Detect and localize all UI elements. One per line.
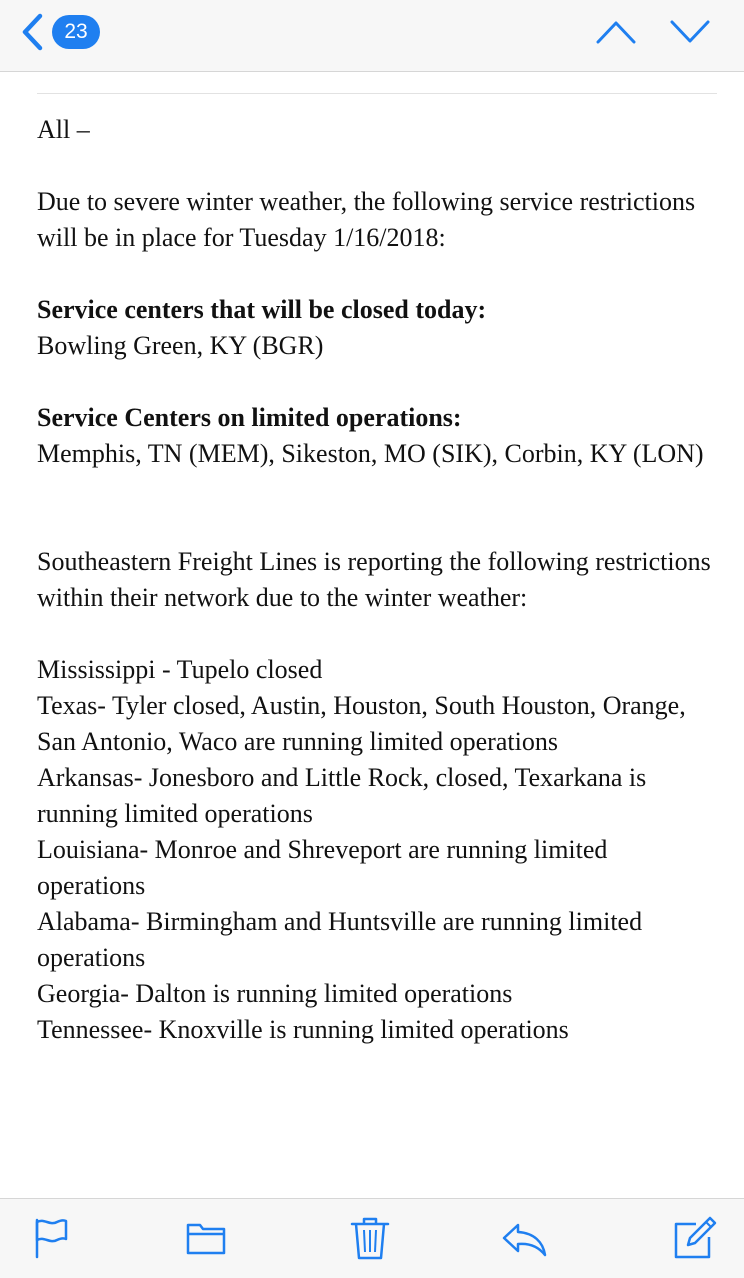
flag-button[interactable] [30, 1215, 74, 1261]
sefl-intro-paragraph: Southeastern Freight Lines is reporting the following restrictions within their network due to the winter weather: [37, 547, 711, 612]
restrictions-list [37, 652, 717, 1048]
restriction-item: Mississippi - Tupelo closed [37, 655, 323, 684]
chevron-up-icon [594, 12, 638, 52]
folder-icon [184, 1215, 228, 1261]
trash-button[interactable] [348, 1215, 392, 1261]
compose-button[interactable] [672, 1215, 716, 1261]
restriction-item: Louisiana- Monroe and Shreveport are running limited operations [37, 835, 608, 900]
restriction-item: Texas- Tyler closed, Austin, Houston, South Houston, Orange, San Antonio, Waco are running limited operations [37, 691, 686, 756]
greeting: All – [37, 115, 90, 144]
restriction-item: Tennessee- Knoxville is running limited operations [37, 1015, 569, 1044]
limited-list: Memphis, TN (MEM), Sikeston, MO (SIK), Corbin, KY (LON) [37, 439, 704, 468]
next-message-button[interactable] [668, 12, 712, 52]
unread-count-badge: 23 [52, 15, 100, 49]
chevron-down-icon [668, 12, 712, 52]
navigation-bar [0, 0, 744, 72]
trash-icon [348, 1215, 392, 1261]
limited-heading: Service Centers on limited operations: [37, 403, 462, 432]
closed-list: Bowling Green, KY (BGR) [37, 331, 324, 360]
restriction-item: Georgia- Dalton is running limited operations [37, 979, 513, 1008]
intro-paragraph: Due to severe winter weather, the following service restrictions will be in place for Tuesday 1/16/2018: [37, 187, 696, 252]
move-to-folder-button[interactable] [184, 1215, 228, 1261]
previous-message-button[interactable] [594, 12, 638, 52]
closed-section [37, 292, 717, 364]
closed-heading: Service centers that will be closed today: [37, 295, 487, 324]
reply-button[interactable] [500, 1215, 544, 1261]
reply-icon [500, 1215, 548, 1261]
restriction-item: Alabama- Birmingham and Huntsville are running limited operations [37, 907, 643, 972]
compose-icon [672, 1215, 718, 1261]
limited-section [37, 400, 717, 472]
bottom-toolbar [0, 1198, 744, 1278]
restriction-item: Arkansas- Jonesboro and Little Rock, closed, Texarkana is running limited operations [37, 763, 647, 828]
back-button[interactable] [18, 10, 100, 54]
chevron-left-icon [18, 12, 48, 52]
flag-icon [30, 1215, 74, 1261]
email-body [37, 93, 717, 1048]
